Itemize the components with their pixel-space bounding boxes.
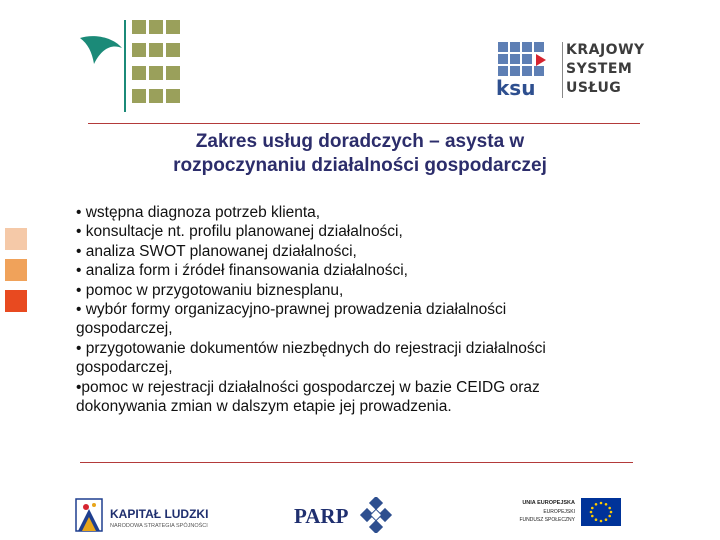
- kapital-ludzki-logo: [74, 495, 224, 535]
- ksu-logo: [494, 40, 654, 100]
- list-item: • konsultacje nt. profilu planowanej działalności,: [76, 223, 403, 241]
- eu-line1: UNIA EUROPEJSKA: [522, 500, 575, 506]
- arrow-icon: [536, 54, 546, 66]
- page-title: [80, 130, 640, 178]
- eu-logo: [515, 496, 625, 530]
- bottom-divider: [80, 462, 633, 463]
- eu-line3: FUNDUSZ SPOŁECZNY: [519, 517, 575, 523]
- list-item: • analiza SWOT planowanej działalności,: [76, 242, 357, 260]
- kapital-ludzki-emblem-icon: [74, 497, 104, 533]
- decor-square-light: [5, 228, 27, 250]
- list-item: •pomoc w rejestracji działalności gospodarczej w bazie CEIDG oraz: [76, 378, 540, 396]
- ksu-short: ksu: [496, 76, 536, 100]
- leaf-icon: [78, 34, 124, 68]
- parp-emblem-icon: [358, 497, 394, 533]
- decor-square-mid: [5, 259, 27, 281]
- decor-square-dark: [5, 290, 27, 312]
- ksu-line2: SYSTEM: [566, 61, 633, 77]
- kapital-ludzki-sub: NARODOWA STRATEGIA SPÓJNOŚCI: [110, 523, 208, 529]
- list-item: • przygotowanie dokumentów niezbędnych do rejestracji działalności: [76, 339, 546, 357]
- list-item: gospodarczej,: [76, 320, 173, 338]
- title-line-2: rozpoczynaniu działalności gospodarczej: [173, 155, 547, 176]
- list-item: • pomoc w przygotowaniu biznesplanu,: [76, 281, 344, 299]
- ksu-line3: USŁUG: [566, 80, 622, 96]
- ksu-line1: KRAJOWY: [566, 42, 645, 58]
- title-line-1: Zakres usług doradczych – asysta w: [195, 131, 525, 152]
- list-item: dokonywania zmian w dalszym etapie jej prowadzenia.: [76, 398, 452, 416]
- list-item: • wstępna diagnoza potrzeb klienta,: [76, 204, 321, 221]
- list-item: • analiza form i źródeł finansowania działalności,: [76, 262, 408, 280]
- parp-logo: [292, 495, 412, 535]
- kapital-ludzki-name: KAPITAŁ LUDZKI: [110, 507, 209, 521]
- list-item: gospodarczej,: [76, 359, 173, 377]
- services-list: [76, 203, 636, 416]
- parp-name: PARP: [294, 504, 349, 528]
- organization-logo: [78, 16, 188, 116]
- eu-flag-icon: [581, 498, 621, 526]
- top-divider: [88, 123, 640, 124]
- list-item: • wybór formy organizacyjno-prawnej prowadzenia działalności: [76, 301, 507, 319]
- eu-line2: EUROPEJSKI: [543, 509, 575, 515]
